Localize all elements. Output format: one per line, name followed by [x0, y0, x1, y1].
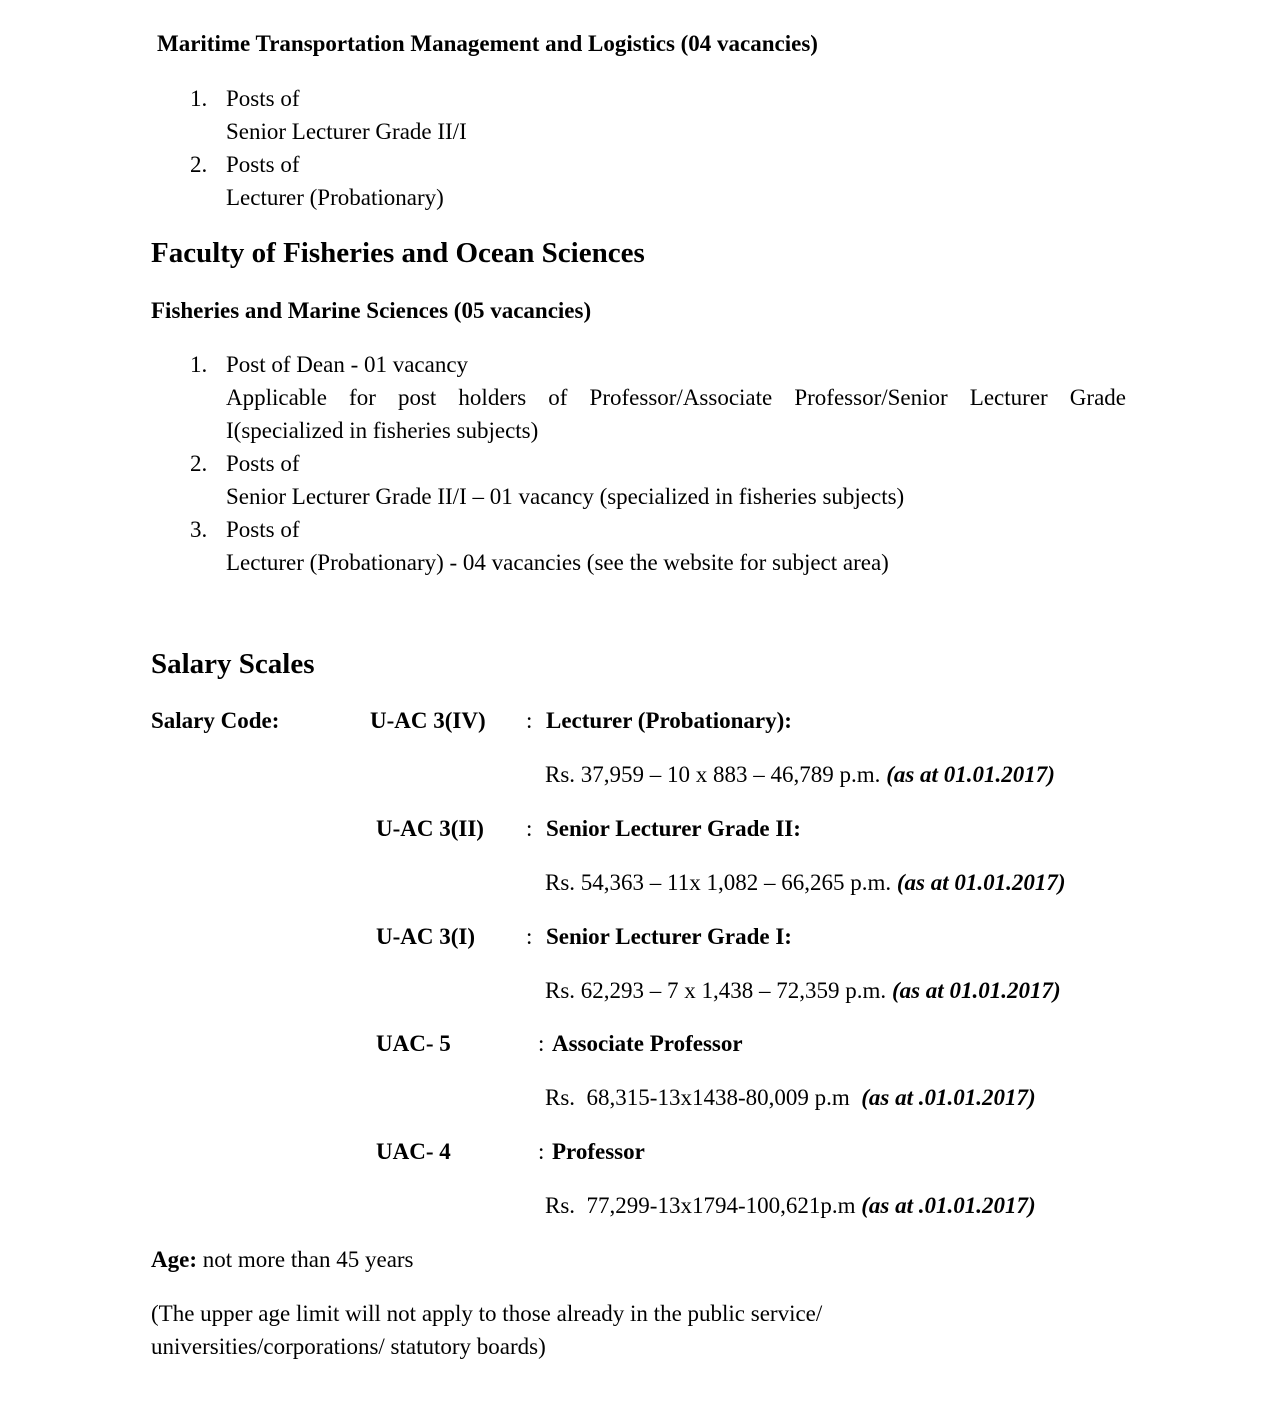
- salary-rate-line: [545, 763, 1055, 786]
- salary-date: (as at .01.01.2017): [861, 1085, 1036, 1110]
- salary-separator: :: [526, 816, 533, 841]
- list-item-line: Lecturer (Probationary) - 04 vacancies (see the website for subject area): [226, 550, 889, 575]
- age-label: Age:: [151, 1247, 197, 1272]
- list-item-number: 1.: [190, 86, 208, 111]
- list-item-line: Post of Dean - 01 vacancy: [226, 352, 469, 377]
- salary-code: U-AC 3(II): [376, 816, 484, 841]
- salary-code: U-AC 3(I): [376, 924, 476, 949]
- age-text: not more than 45 years: [202, 1247, 414, 1272]
- faculty-heading: Faculty of Fisheries and Ocean Sciences: [151, 237, 645, 269]
- salary-rate-line: [545, 871, 1066, 894]
- list-item-line: Posts of: [226, 152, 300, 177]
- salary-separator: :: [526, 924, 533, 949]
- salary-code-label: Salary Code:: [151, 708, 280, 733]
- salary-rate: Rs. 68,315-13x1438-80,009 p.m: [545, 1085, 856, 1110]
- list-item-line: Posts of: [226, 86, 300, 111]
- salary-separator: :: [538, 1139, 545, 1164]
- salary-rate-line: [545, 1086, 1036, 1109]
- salary-code: UAC- 5: [376, 1031, 451, 1056]
- salary-heading: Salary Scales: [151, 648, 315, 680]
- salary-rate: Rs. 54,363 – 11x 1,082 – 66,265 p.m.: [545, 870, 892, 895]
- salary-code: UAC- 4: [376, 1139, 451, 1164]
- salary-rate-line: [545, 979, 1061, 1002]
- salary-date: (as at 01.01.2017): [891, 978, 1061, 1003]
- list-item-number: 1.: [190, 352, 208, 377]
- list-item-number: 3.: [190, 517, 208, 542]
- salary-rate: Rs. 37,959 – 10 x 883 – 46,789 p.m.: [545, 762, 881, 787]
- list-item-line: Senior Lecturer Grade II/I – 01 vacancy (specialized in fisheries subjects): [226, 484, 905, 509]
- salary-date: (as at 01.01.2017): [886, 762, 1055, 787]
- salary-rate: Rs. 62,293 – 7 x 1,438 – 72,359 p.m.: [545, 978, 887, 1003]
- list-item-line: Lecturer (Probationary): [226, 185, 444, 210]
- salary-title: Lecturer (Probationary):: [546, 708, 792, 733]
- age-note-line: (The upper age limit will not apply to those already in the public service/: [151, 1301, 823, 1326]
- salary-rate: Rs. 77,299-13x1794-100,621p.m: [545, 1193, 856, 1218]
- list-item-line: I(specialized in fisheries subjects): [226, 418, 539, 443]
- list-item-line: Posts of: [226, 517, 300, 542]
- salary-separator: :: [526, 708, 533, 733]
- salary-title: Professor: [552, 1139, 645, 1164]
- age-line: [151, 1248, 414, 1271]
- salary-title: Senior Lecturer Grade II:: [546, 816, 801, 841]
- list-item-number: 2.: [190, 152, 208, 177]
- salary-date: (as at 01.01.2017): [896, 870, 1066, 895]
- salary-title: Associate Professor: [552, 1031, 743, 1056]
- age-note-line: universities/corporations/ statutory boards): [151, 1334, 546, 1359]
- list-item-number: 2.: [190, 451, 208, 476]
- salary-title: Senior Lecturer Grade I:: [546, 924, 792, 949]
- list-item-line: Applicable for post holders of Professor/Associate Professor/Senior Lecturer Grade: [226, 385, 1126, 410]
- salary-rate-line: [545, 1194, 1036, 1217]
- maritime-heading: Maritime Transportation Management and Logistics (04 vacancies): [157, 31, 818, 56]
- salary-separator: :: [538, 1031, 545, 1056]
- salary-date: (as at .01.01.2017): [861, 1193, 1036, 1218]
- list-item-line: Senior Lecturer Grade II/I: [226, 119, 467, 144]
- faculty-subheading: Fisheries and Marine Sciences (05 vacancies): [151, 298, 592, 323]
- list-item-line: Posts of: [226, 451, 300, 476]
- salary-code: U-AC 3(IV): [370, 708, 486, 733]
